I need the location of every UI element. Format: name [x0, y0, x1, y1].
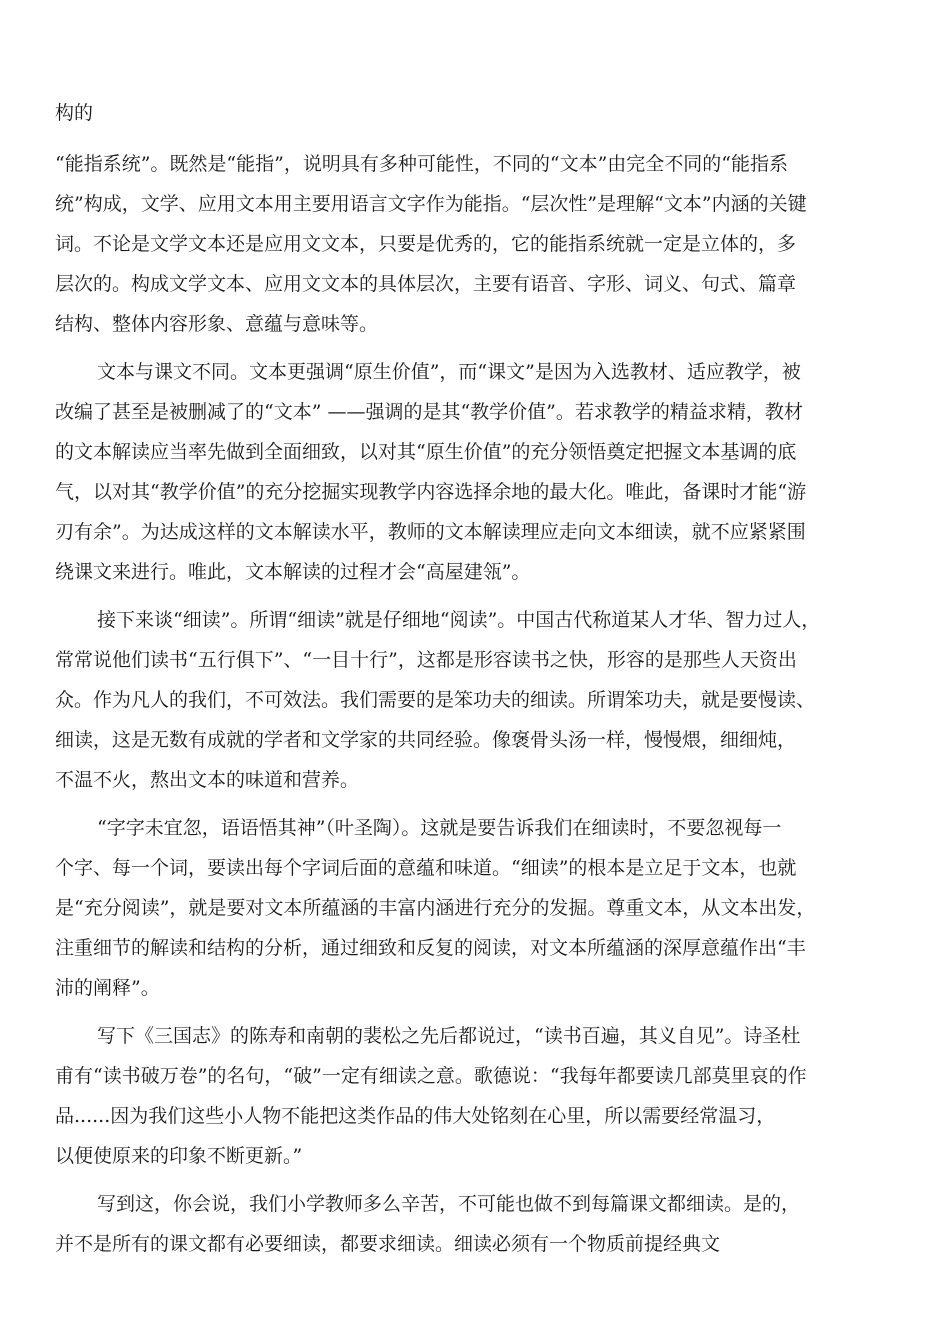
text-line: 气，以对其“教学价值”的充分挖掘实现教学内容选择余地的最大化。唯此，备课时才能“游	[55, 481, 807, 503]
text-line: 统”构成，文学、应用文本用主要用语言文字作为能指。“层次性”是理解“文本”内涵的关键	[55, 193, 807, 215]
document-body	[55, 144, 900, 1272]
text-line: “能指系统”。既然是“能指”，说明具有多种可能性，不同的“文本”由完全不同的“能指系	[55, 153, 788, 175]
text-line: “字字未宜忽，语语悟其神”（叶圣陶）。这就是要告诉我们在细读时，不要忽视每一	[97, 817, 782, 839]
heading-fragment: 构的	[55, 102, 94, 124]
text-line: 词。不论是文学文本还是应用文文本，只要是优秀的，它的能指系统就一定是立体的，多	[55, 233, 797, 255]
text-line: 细读，这是无数有成就的学者和文学家的共同经验。像褒骨头汤一样，慢慢煨，细细炖，	[55, 729, 797, 751]
paragraph	[55, 808, 900, 1008]
text-line: 注重细节的解读和结构的分析，通过细致和反复的阅读，对文本所蕴涵的深厚意蕴作出“丰	[55, 937, 806, 959]
text-line: 的文本解读应当率先做到全面细致，以对其“原生价值”的充分领悟奠定把握文本基调的底	[55, 441, 797, 463]
text-line: 品......因为我们这些小人物不能把这类作品的伟大处铭刻在心里，所以需要经常温习，	[55, 1105, 776, 1127]
text-line: 是“充分阅读”，就是要对文本所蕴涵的丰富内涵进行充分的发掘。尊重文本，从文本出发，	[55, 897, 816, 919]
text-line: 甫有“读书破万卷”的名句，“破”一定有细读之意。歌德说：“我每年都要读几部莫里哀的作	[55, 1065, 807, 1087]
text-line: 以便使原来的印象不断更新。”	[55, 1145, 303, 1167]
text-line: 个字、每一个词，要读出每个字词后面的意蕴和味道。“细读”的根本是立足于文本，也就	[55, 857, 797, 879]
text-line: 常常说他们读书“五行俱下”、“一目十行”，这都是形容读书之快，形容的是那些人天资出	[55, 649, 797, 671]
text-line: 改编了甚至是被删减了的“文本” ——强调的是其“教学价值”。若求教学的精益求精，教材	[55, 401, 803, 423]
paragraph	[55, 144, 900, 344]
text-line: 沛的阐释”。	[55, 977, 160, 999]
paragraph	[55, 600, 900, 800]
text-line: 写下《三国志》的陈寿和南朝的裴松之先后都说过，“读书百遍，其义自见”。诗圣杜	[97, 1025, 801, 1047]
paragraph	[55, 352, 900, 592]
text-line: 绕课文来进行。唯此，文本解读的过程才会“高屋建瓴”。	[55, 561, 531, 583]
text-line: 结构、整体内容形象、意蕴与意味等。	[55, 313, 379, 335]
text-line: 众。作为凡人的我们，不可效法。我们需要的是笨功夫的细读。所谓笨功夫，就是要慢读、	[55, 689, 816, 711]
text-line: 不温不火，熬出文本的味道和营养。	[55, 769, 360, 791]
text-line: 并不是所有的课文都有必要细读，都要求细读。细读必须有一个物质前提经典文	[55, 1233, 721, 1255]
paragraph	[55, 1016, 900, 1176]
paragraph	[55, 1184, 900, 1264]
text-line: 刃有余”。为达成这样的文本解读水平，教师的文本解读理应走向文本细读，就不应紧紧围	[55, 521, 806, 543]
text-line: 文本与课文不同。文本更强调“原生价值”，而“课文”是因为入选教材、适应教学，被	[97, 361, 801, 383]
text-line: 层次的。构成文学文本、应用文文本的具体层次，主要有语音、字形、词义、句式、篇章	[55, 273, 797, 295]
text-line: 接下来谈“细读”。所谓“细读”就是仔细地“阅读”。中国古代称道某人才华、智力过人，	[97, 609, 821, 631]
text-line: 写到这，你会说，我们小学教师多么辛苦，不可能也做不到每篇课文都细读。是的，	[97, 1193, 801, 1215]
